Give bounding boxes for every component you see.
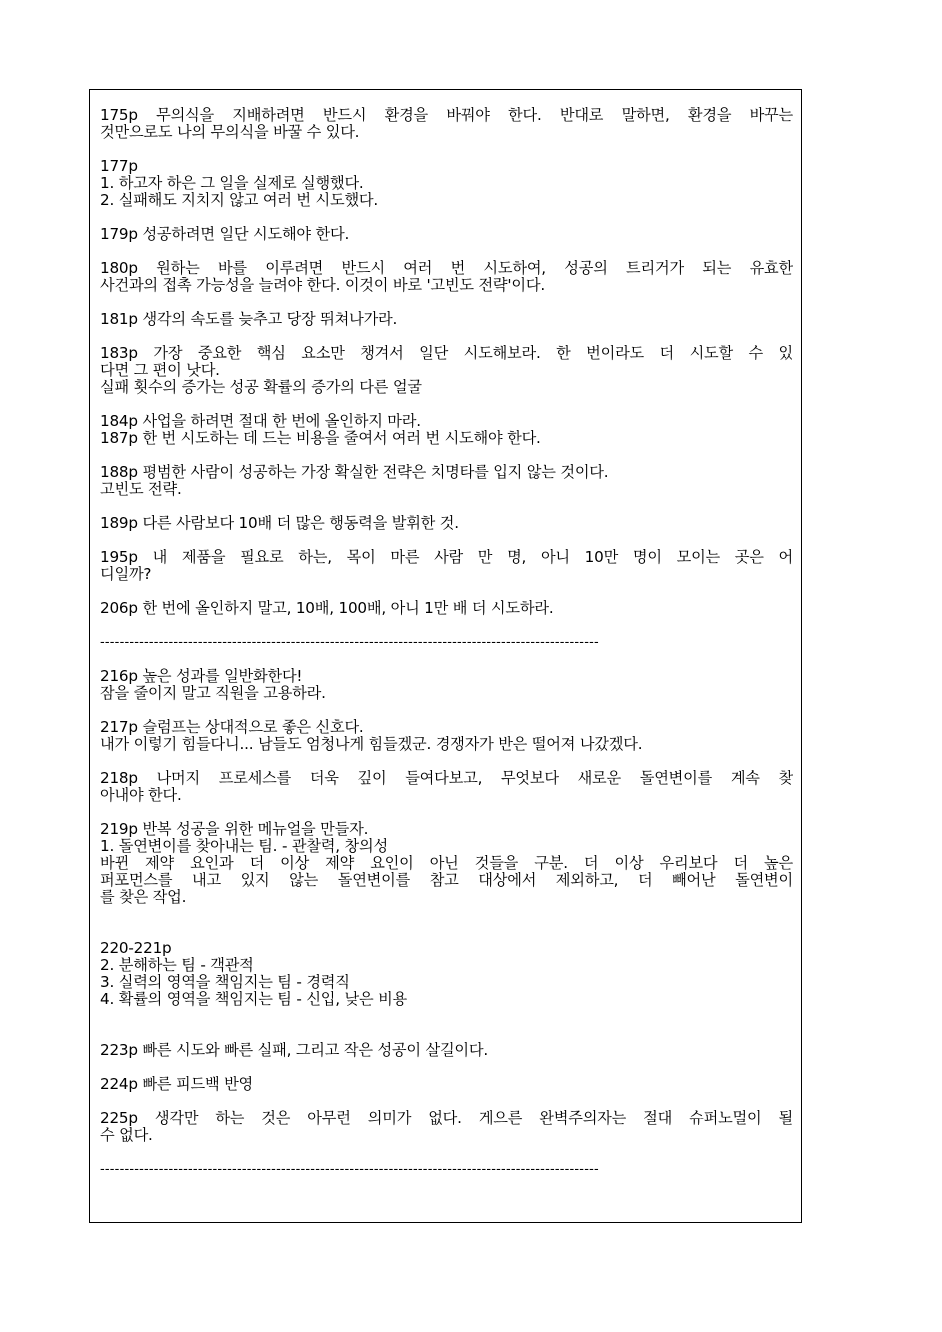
note-line: 175p 무의식을 지배하려면 반드시 환경을 바꿔야 한다. 반대로 말하면, 환경을 바꾸는 [100, 107, 793, 124]
note-219p [100, 821, 793, 906]
note-line: 187p 한 번 시도하는 데 드는 비용을 줄여서 여러 번 시도해야 한다. [100, 430, 541, 447]
note-195p [100, 549, 793, 583]
note-223p [100, 1042, 793, 1059]
note-line: 퍼포먼스를 내고 있지 않는 돌연변이를 참고 대상에서 제외하고, 더 빼어난 돌연변이 [100, 872, 793, 889]
note-line: 179p 성공하려면 일단 시도해야 한다. [100, 226, 350, 243]
note-218p [100, 770, 793, 804]
note-177p [100, 158, 793, 209]
note-224p [100, 1076, 793, 1093]
note-line: 바뀐 제약 요인과 더 이상 제약 요인이 아닌 것들을 구분. 더 이상 우리보다 더 높은 [100, 855, 793, 872]
note-line: 216p 높은 성과를 일반화한다! [100, 668, 303, 685]
note-line: 2. 분해하는 팀 - 객관적 [100, 957, 254, 974]
note-line: 사건과의 접촉 가능성을 늘려야 한다. 이것이 바로 '고빈도 전략'이다. [100, 277, 545, 294]
note-line: 181p 생각의 속도를 늦추고 당장 뛰쳐나가라. [100, 311, 398, 328]
note-line: 219p 반복 성공을 위한 메뉴얼을 만들자. [100, 821, 369, 838]
note-line: 아내야 한다. [100, 787, 182, 804]
section-divider: ------------------------------------------------------------------------------------------------------ [100, 1162, 599, 1177]
section-divider: ------------------------------------------------------------------------------------------------------ [100, 635, 599, 650]
note-line: 206p 한 번에 올인하지 말고, 10배, 100배, 아니 1만 배 더 시도하라. [100, 600, 554, 617]
note-line: 180p 원하는 바를 이루려면 반드시 여러 번 시도하여, 성공의 트리거가 되는 유효한 [100, 260, 793, 277]
note-line: 184p 사업을 하려면 절대 한 번에 올인하지 마라. [100, 413, 421, 430]
note-line: 223p 빠른 시도와 빠른 실패, 그리고 작은 성공이 살길이다. [100, 1042, 488, 1059]
note-188p [100, 464, 793, 498]
note-line: 189p 다른 사람보다 10배 더 많은 행동력을 발휘한 것. [100, 515, 459, 532]
note-217p [100, 719, 793, 753]
note-line: 1. 돌연변이를 찾아내는 팀. - 관찰력, 창의성 [100, 838, 388, 855]
note-181p [100, 311, 793, 328]
blank-line [100, 1025, 793, 1042]
note-line: 220-221p [100, 940, 172, 957]
note-line: 를 찾은 작업. [100, 889, 187, 906]
note-line: 다면 그 편이 낫다. [100, 362, 220, 379]
note-206p [100, 600, 793, 617]
note-line: 실패 횟수의 증가는 성공 확률의 증가의 다른 얼굴 [100, 379, 422, 396]
note-line: 1. 하고자 하은 그 일을 실제로 실행했다. [100, 175, 364, 192]
note-line: 183p 가장 중요한 핵심 요소만 챙겨서 일단 시도해보라. 한 번이라도 더 시도할 수 있 [100, 345, 793, 362]
note-line: 내가 이렇기 힘들다니... 남들도 엄청나게 힘들겠군. 경쟁자가 반은 떨어져 나갔겠다. [100, 736, 643, 753]
note-225p [100, 1110, 793, 1144]
note-line: 고빈도 전략. [100, 481, 182, 498]
note-179p [100, 226, 793, 243]
note-line: 3. 실력의 영역을 책임지는 팀 - 경력직 [100, 974, 350, 991]
note-180p [100, 260, 793, 294]
note-175p [100, 107, 793, 141]
note-line: 것만으로도 나의 무의식을 바꿀 수 있다. [100, 124, 360, 141]
note-line: 225p 생각만 하는 것은 아무런 의미가 없다. 게으른 완벽주의자는 절대 슈퍼노멀이 될 [100, 1110, 793, 1127]
note-216p [100, 668, 793, 702]
note-line: 224p 빠른 피드백 반영 [100, 1076, 254, 1093]
document-page [89, 89, 802, 1223]
note-line: 218p 나머지 프로세스를 더욱 깊이 들여다보고, 무엇보다 새로운 돌연변이를 계속 찾 [100, 770, 793, 787]
note-189p [100, 515, 793, 532]
document-content [100, 107, 793, 1195]
note-line: 4. 확률의 영역을 책임지는 팀 - 신입, 낮은 비용 [100, 991, 408, 1008]
note-line: 188p 평범한 사람이 성공하는 가장 확실한 전략은 치명타를 입지 않는 것이다. [100, 464, 609, 481]
note-line: 2. 실패해도 지치지 않고 여러 번 시도했다. [100, 192, 379, 209]
note-line: 177p [100, 158, 138, 175]
note-line: 217p 슬럼프는 상대적으로 좋은 신호다. [100, 719, 364, 736]
note-line: 195p 내 제품을 필요로 하는, 목이 마른 사람 만 명, 아니 10만 명이 모이는 곳은 어 [100, 549, 793, 566]
note-line: 수 없다. [100, 1127, 153, 1144]
note-184p-187p [100, 413, 793, 447]
blank-line [100, 923, 793, 940]
note-220-221p [100, 940, 793, 1008]
note-line: 잠을 줄이지 말고 직원을 고용하라. [100, 685, 326, 702]
note-line: 디일까? [100, 566, 152, 583]
note-183p [100, 345, 793, 396]
